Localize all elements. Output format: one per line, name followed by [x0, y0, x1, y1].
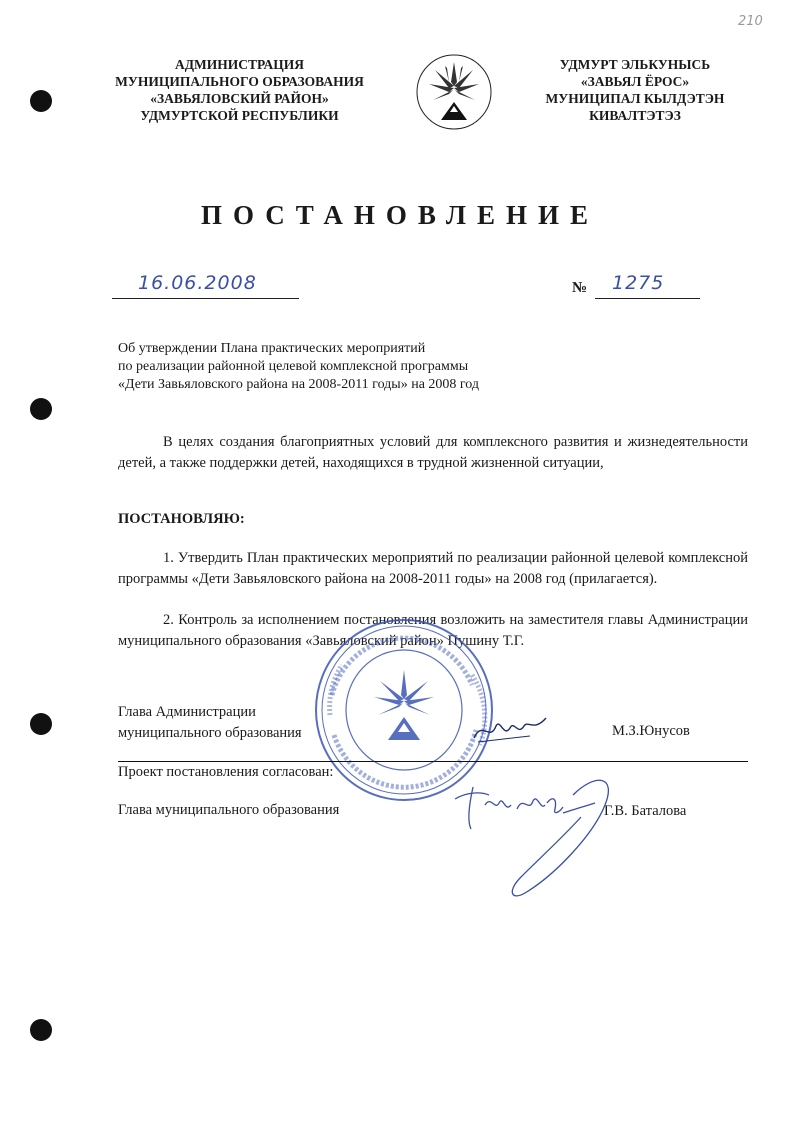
agreed-label: Проект постановления согласован: — [118, 764, 334, 780]
signature1-name: М.З.Юнусов — [612, 723, 690, 739]
decree-item-1: 1. Утвердить План практических мероприятий по реализации районной целевой комплексной программы «Дети Завьяловского района на 2008-2011 годы» на 2008 год (прилагается). — [118, 550, 748, 587]
emblem-icon — [415, 52, 493, 132]
subject-line: Об утверждении Плана практических мероприятий — [118, 341, 426, 356]
subject-line: «Дети Завьяловского района на 2008-2011 годы» на 2008 год — [118, 377, 480, 392]
header-left-line: АДМИНИСТРАЦИЯ — [174, 57, 305, 72]
number-underline — [595, 298, 700, 299]
header-right-line: МУНИЦИПАЛ КЫЛДЭТЭН — [545, 91, 725, 106]
signature1-position — [118, 702, 302, 744]
signature1-position-line: муниципального образования — [118, 725, 302, 741]
subject-line: по реализации районной целевой комплексной программы — [118, 359, 469, 374]
signature1-position-line: Глава Администрации — [118, 704, 256, 720]
document-date: 16.06.2008 — [138, 272, 257, 294]
header-right-line: УДМУРТ ЭЛЬКУНЫСЬ — [559, 57, 711, 72]
signature2-name: Г.В. Баталова — [604, 803, 687, 819]
header-left-line: «ЗАВЬЯЛОВСКИЙ РАЙОН» — [150, 91, 329, 106]
date-underline — [112, 298, 299, 299]
punch-hole — [30, 1019, 52, 1041]
divider-line — [118, 761, 748, 762]
intro-paragraph: В целях создания благоприятных условий для комплексного развития и жизнедеятельности детей, а также поддержки детей, находящихся в трудной жизненной ситуации, — [118, 434, 748, 471]
header-left-line: УДМУРТСКОЙ РЕСПУБЛИКИ — [140, 108, 339, 123]
number-sign: № — [572, 280, 588, 296]
header-left — [112, 56, 367, 124]
page-number: 210 — [738, 14, 763, 29]
punch-hole — [30, 90, 52, 112]
header-right-line: «ЗАВЬЯЛ ЁРОС» — [580, 74, 690, 89]
subject-block — [118, 340, 618, 394]
punch-hole — [30, 713, 52, 735]
signature-1 — [470, 712, 550, 746]
header-left-line: МУНИЦИПАЛЬНОГО ОБРАЗОВАНИЯ — [115, 74, 364, 89]
signature-2 — [445, 765, 625, 905]
signature2-position: Глава муниципального образования — [118, 802, 340, 818]
document-number: 1275 — [612, 272, 665, 294]
header-right — [520, 56, 750, 124]
punch-hole — [30, 398, 52, 420]
header-right-line: КИВАЛТЭТЭЗ — [589, 108, 681, 123]
decree-label: ПОСТАНОВЛЯЮ: — [118, 511, 245, 527]
decree-item-2: 2. Контроль за исполнением постановления возложить на заместителя главы Администрации муниципального образования «Завьяловский район» Пушину Т.Г. — [118, 612, 748, 649]
document-title: ПОСТАНОВЛЕНИЕ — [200, 200, 600, 230]
